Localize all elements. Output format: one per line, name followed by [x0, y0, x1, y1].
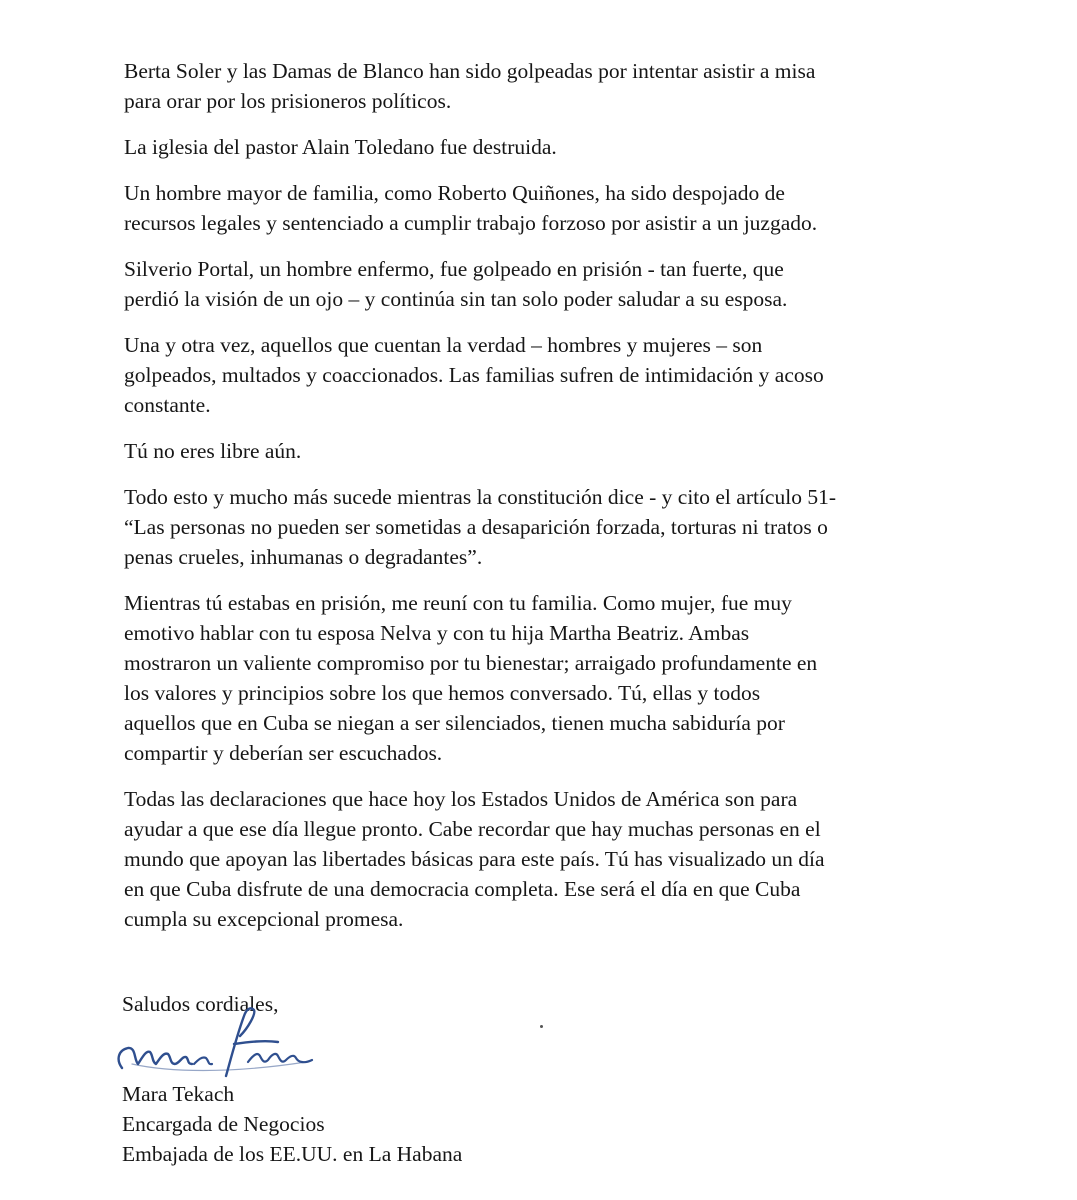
signature-block: [122, 1079, 462, 1169]
paragraph-silverio-portal: [124, 254, 944, 314]
text-line: compartir y deberían ser escuchados.: [124, 741, 443, 765]
text-line: Mientras tú estabas en prisión, me reuní con tu familia. Como mujer, fue muy: [124, 591, 792, 615]
text-line: mundo que apoyan las libertades básicas para este país. Tú has visualizado un día: [124, 847, 825, 871]
text-line: golpeados, multados y coaccionados. Las familias sufren de intimidación y acoso: [124, 363, 824, 387]
text-line: Todas las declaraciones que hace hoy los Estados Unidos de América son para: [124, 787, 798, 811]
text-line: “Las personas no pueden ser sometidas a desaparición forzada, torturas ni tratos o: [124, 515, 828, 539]
paragraph-berta-soler: [124, 56, 944, 116]
text-line: recursos legales y sentenciado a cumplir trabajo forzoso por asistir a un juzgado.: [124, 211, 818, 235]
text-line: Un hombre mayor de familia, como Roberto Quiñones, ha sido despojado de: [124, 181, 785, 205]
text-line: Berta Soler y las Damas de Blanco han sido golpeadas por intentar asistir a misa: [124, 59, 816, 83]
text-line: emotivo hablar con tu esposa Nelva y con tu hija Martha Beatriz. Ambas: [124, 621, 750, 645]
text-line: Silverio Portal, un hombre enfermo, fue golpeado en prisión - tan fuerte, que: [124, 257, 784, 281]
letter-body: [124, 56, 944, 950]
text-line: ayudar a que ese día llegue pronto. Cabe recordar que hay muchas personas en el: [124, 817, 821, 841]
text-line: Una y otra vez, aquellos que cuentan la verdad – hombres y mujeres – son: [124, 333, 763, 357]
paragraph-familia: [124, 588, 944, 768]
text-line: Todo esto y mucho más sucede mientras la constitución dice - y cito el artículo 51-: [124, 485, 836, 509]
text-line: Tú no eres libre aún.: [124, 439, 302, 463]
text-line: penas crueles, inhumanas o degradantes”.: [124, 545, 483, 569]
paragraph-iglesia: [124, 132, 944, 162]
text-line: constante.: [124, 393, 211, 417]
text-line: aquellos que en Cuba se niegan a ser silenciados, tienen mucha sabiduría por: [124, 711, 785, 735]
paragraph-no-eres-libre: [124, 436, 944, 466]
text-line: en que Cuba disfrute de una democracia completa. Ese será el día en que Cuba: [124, 877, 801, 901]
handwritten-signature: [108, 1002, 318, 1088]
text-line: los valores y principios sobre los que hemos conversado. Tú, ellas y todos: [124, 681, 761, 705]
paper-speck: [540, 1025, 543, 1028]
paragraph-constitucion: [124, 482, 944, 572]
paragraph-una-y-otra-vez: [124, 330, 944, 420]
text-line: mostraron un valiente compromiso por tu bienestar; arraigado profundamente en: [124, 651, 818, 675]
text-line: para orar por los prisioneros políticos.: [124, 89, 452, 113]
signer-title: Encargada de Negocios: [122, 1112, 325, 1136]
signer-organization: Embajada de los EE.UU. en La Habana: [122, 1142, 463, 1166]
signer-name: Mara Tekach: [122, 1082, 235, 1106]
paragraph-declaraciones: [124, 784, 944, 934]
closing-salutation: Saludos cordiales,: [122, 992, 279, 1016]
text-line: La iglesia del pastor Alain Toledano fue destruida.: [124, 135, 557, 159]
text-line: cumpla su excepcional promesa.: [124, 907, 404, 931]
paragraph-roberto-quinones: [124, 178, 944, 238]
text-line: perdió la visión de un ojo – y continúa sin tan solo poder saludar a su esposa.: [124, 287, 788, 311]
